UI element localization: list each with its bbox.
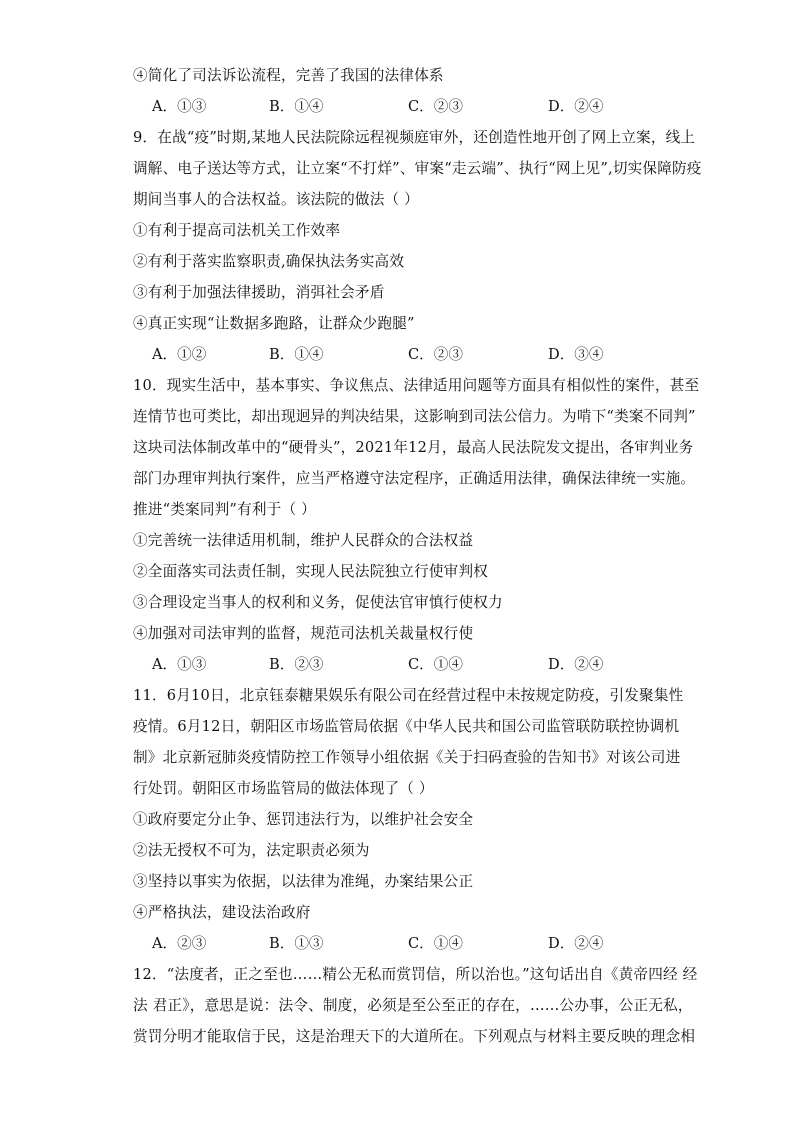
q11-statement-3: ③坚持以事实为依据，以法律为准绳，办案结果公正 [133, 873, 474, 890]
q10-stem-line: 部门办理审判执行案件，应当严格遵守法定程序，正确适用法律，确保法律统一实施。 [133, 470, 696, 487]
q9-statement-1: ①有利于提高司法机关工作效率 [133, 222, 341, 239]
q10-stem-line: 这块司法体制改革中的“硬骨头”，2021年12月，最高人民法院发文提出，各审判业务 [133, 439, 694, 456]
q11-stem-line: 行处罚。朝阳区市场监管局的做法体现了（ ） [133, 780, 434, 797]
q10-option-c[interactable]: C．①④ [408, 656, 463, 673]
q10-option-d[interactable]: D．②④ [548, 656, 604, 673]
q9-stem-line: 9．在战“疫”时期,某地人民法院除远程视频庭审外，还创造性地开创了网上立案，线上 [133, 129, 696, 146]
q11-statement-2: ②法无授权不可为，法定职责必须为 [133, 842, 370, 859]
q10-statement-2: ②全面落实司法责任制，实现人民法院独立行使审判权 [133, 563, 489, 580]
q10-stem-line: 推进“类案同判”有利于（ ） [133, 501, 316, 518]
q8-statement-4: ④简化了司法诉讼流程，完善了我国的法律体系 [133, 67, 444, 84]
q11-statement-4: ④严格执法，建设法治政府 [133, 904, 311, 921]
q11-option-d[interactable]: D．②④ [548, 935, 604, 952]
q8-option-d[interactable]: D．②④ [548, 98, 604, 115]
q8-option-b[interactable]: B．①④ [269, 98, 324, 115]
q8-option-a[interactable]: A．①③ [152, 98, 207, 115]
q12-stem-line: 赏罚分明才能取信于民，这是治理天下的大道所在。下列观点与材料主要反映的理念相 [133, 1028, 696, 1045]
q9-stem-line: 期间当事人的合法权益。该法院的做法（ ） [133, 191, 419, 208]
q9-stem-line: 调解、电子送达等方式，让立案“不打烊”、审案“走云端”、执行“网上见”,切实保障防疫 [133, 160, 702, 177]
q11-statement-1: ①政府要定分止争、惩罚违法行为，以维护社会安全 [133, 811, 474, 828]
q10-stem-line: 10．现实生活中，基本事实、争议焦点、法律适用问题等方面具有相似性的案件，甚至 [133, 377, 700, 394]
q9-option-d[interactable]: D．③④ [548, 346, 604, 363]
q9-statement-3: ③有利于加强法律援助，消弭社会矛盾 [133, 284, 385, 301]
q11-option-c[interactable]: C．①④ [408, 935, 463, 952]
q11-option-b[interactable]: B．①③ [269, 935, 324, 952]
q9-option-b[interactable]: B．①④ [269, 346, 324, 363]
q10-statement-1: ①完善统一法律适用机制，维护人民群众的合法权益 [133, 532, 474, 549]
q10-statement-4: ④加强对司法审判的监督，规范司法机关裁量权行使 [133, 625, 474, 642]
q9-option-a[interactable]: A．①② [152, 346, 207, 363]
q11-stem-line: 11．6月10日，北京钰泰糖果娱乐有限公司在经营过程中未按规定防疫，引发聚集性 [133, 687, 684, 704]
q8-option-c[interactable]: C．②③ [408, 98, 463, 115]
q10-option-b[interactable]: B．②③ [269, 656, 324, 673]
q12-stem-line: 12．“法度者，正之至也……精公无私而赏罚信，所以治也。”这句话出自《黄帝四经 经 [133, 966, 698, 983]
q9-option-c[interactable]: C．②③ [408, 346, 463, 363]
q11-stem-line: 疫情。6月12日，朝阳区市场监管局依据《中华人民共和国公司监管联防联控协调机 [133, 718, 680, 735]
q12-stem-line: 法 君正》，意思是说：法令、制度，必须是至公至正的存在，……公办事，公正无私， [133, 997, 693, 1014]
q10-stem-line: 连情节也可类比，却出现迥异的判决结果，这影响到司法公信力。为啃下“类案不同判” [133, 408, 696, 425]
q11-option-a[interactable]: A．②③ [152, 935, 207, 952]
q9-statement-4: ④真正实现“让数据多跑路，让群众少跑腿” [133, 315, 415, 332]
q10-statement-3: ③合理设定当事人的权利和义务，促使法官审慎行使权力 [133, 594, 503, 611]
q10-option-a[interactable]: A．①③ [152, 656, 207, 673]
q9-statement-2: ②有利于落实监察职责,确保执法务实高效 [133, 253, 405, 270]
q11-stem-line: 制》北京新冠肺炎疫情防控工作领导小组依据《关于扫码查验的告知书》对该公司进 [133, 749, 681, 766]
